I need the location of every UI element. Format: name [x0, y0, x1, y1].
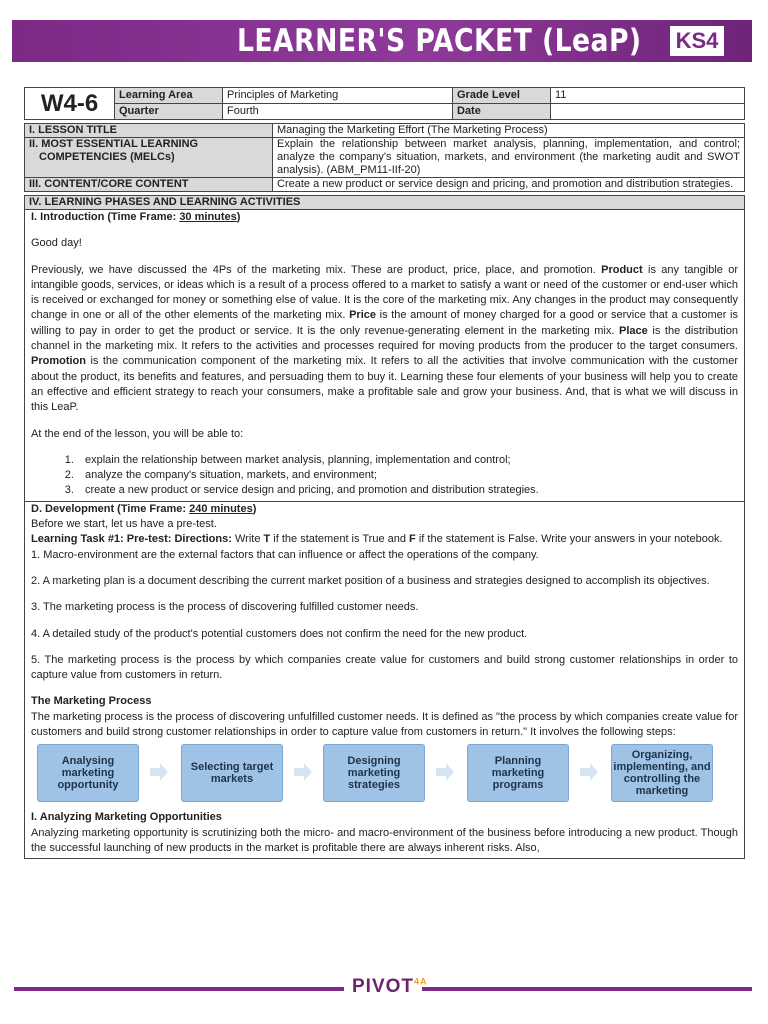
step-box: Organizing, implementing, and controlling the marketing: [611, 744, 713, 802]
pretest-item: 1. Macro-environment are the external factors that can influence or affect the operations of the company.: [31, 548, 539, 561]
info-table: [24, 87, 745, 120]
objective-item: 3. create a new product or service design and pricing, and promotion and distribution strategies.: [77, 483, 738, 498]
learning-sheet: [24, 87, 745, 859]
marketing-process-text: The marketing process is the process of discovering unfulfilled customer needs. It is defined as "the process by which companies create value for customers and build strong customer relationships in order to capture value from customers in return." It involves the following steps:: [31, 710, 738, 739]
pretest-item: 2. A marketing plan is a document describing the current market position of a business and strategies designed to accomplish its objectives.: [31, 574, 710, 587]
objectives-intro: At the end of the lesson, you will be able to:: [31, 427, 244, 440]
melc-label: II. MOST ESSENTIAL LEARNING COMPETENCIES (MELCs): [25, 138, 273, 178]
arrow-right-icon: [149, 762, 169, 782]
step-box: Planning marketing programs: [467, 744, 569, 802]
content-label: III. CONTENT/CORE CONTENT: [25, 178, 273, 192]
grade-level-label: Grade Level: [453, 88, 551, 104]
grade-level-value: 11: [551, 88, 745, 104]
date-value[interactable]: [551, 104, 745, 120]
header-banner: [12, 20, 752, 62]
pretest-item: 4. A detailed study of the product's potential customers does not confirm the need for the new product.: [31, 627, 528, 640]
intro-paragraph: Previously, we have discussed the 4Ps of the marketing mix. These are product, price, place, and promotion. Product is any tangible or intangible goods, services, or ideas which is a result of a process offered to a market to satisfy a want or need of the customer or end-user which is received or exchanged for money or something else of value. It is the core of the marketing mix. Any changes in the product may consequently change in one or all of the other elements of the marketing mix. Price is the amount of money charged for a good or service that a customer is willing to pay in order to get the product or service. It is the only revenue-generating element in the marketing mix. Place is the distribution channel in the marketing mix. It refers to the activities and processes required for moving products from the producer to the target consumers. Promotion is the communication component of the marketing mix. It refers to all the activities that involve communication with the customer about the product, its benefits and features, and persuading them to buy it. Learning these four elements of your business will help you to create an effective and efficient strategy to reach your consumers, make a profitable sale and grow your business. And, that is what we will discuss in this LeaP.: [31, 263, 739, 414]
lesson-title-label: I. LESSON TITLE: [25, 124, 273, 138]
packet-title: LEARNER'S PACKET (LeaP): [237, 23, 642, 59]
learning-area-label: Learning Area: [115, 88, 223, 104]
pretest-intro: Before we start, let us have a pre-test.: [31, 518, 217, 531]
ks-badge: KS4: [670, 26, 724, 56]
development-block: D. Development (Time Frame: 240 minutes) Before we start, let us have a pre-test. Learning Task #1: Pre-test: Directions: Write T if the statement is True and F if the statement is False. Write your answers in your notebook. 1. Macro-environment are the external factors that can influence or affect the operations of the company. 2. A marketing plan is a document describing the current market position of a business and strategies designed to accomplish its objectives. 3. The marketing process is the process of discovering fulfilled customer needs. 4. A detailed study of the product's potential customers does not confirm the need for the new product. 5. The marketing process is the process by which companies create value for customers and build strong customer relationships in order to capture value from customers in return. The Marketing Process The marketing process is the process of discovering unfulfilled customer needs. It is defined as "the process by which companies create value for customers and build strong customer relationships in order to capture value from customers in return." It involves the following steps: Analysing marketing opportunity Selecting target markets Designing marketing strategies Planning marketing programs Organizing, implementing, and controlling the marketing I. Analyzing Marketing Opportunities Analyzing marketing opportunity is scrutinizing both the micro- and macro-environment of the business before introducing a new product. Though the successful launching of new products in the market is profitable there are always inherent risks. Also,: [25, 502, 744, 858]
quarter-value: Fourth: [223, 104, 453, 120]
arrow-right-icon: [435, 762, 455, 782]
lesson-info-table: [24, 123, 745, 192]
quarter-label: Quarter: [115, 104, 223, 120]
step-box: Selecting target markets: [181, 744, 283, 802]
date-label: Date: [453, 104, 551, 120]
phases-heading: IV. LEARNING PHASES AND LEARNING ACTIVITIES: [25, 196, 744, 210]
step-box: Analysing marketing opportunity: [37, 744, 139, 802]
footer-rule-left: [14, 987, 344, 991]
pretest-item: 5. The marketing process is the process by which companies create value for customers and build strong customer relationships in order to capture value from customers in return.: [31, 653, 738, 682]
pivot-logo: $PIVOT^{4A}$: [352, 976, 428, 997]
footer-rule-right: [422, 987, 752, 991]
melc-value: Explain the relationship between market analysis, planning, implementation, and control; analyze the company's situation, markets, and environment (the marketing audit and SWOT analysis). (ABM_PM11-IIf-20): [273, 138, 745, 178]
arrow-right-icon: [579, 762, 599, 782]
week-code: W4-6: [25, 88, 115, 120]
content-value: Create a new product or service design and pricing, and promotion and distribution strategies.: [273, 178, 745, 192]
objective-item: 2. analyze the company's situation, markets, and environment;: [77, 468, 738, 483]
pretest-item: 3. The marketing process is the process of discovering fulfilled customer needs.: [31, 601, 419, 614]
objectives-list: [31, 453, 738, 499]
learning-phases: [24, 195, 745, 859]
objective-item: 1. explain the relationship between market analysis, planning, implementation and control;: [77, 453, 738, 468]
analyzing-opportunities-text: Analyzing marketing opportunity is scrutinizing both the micro- and macro-environment of the business before introducing a new product. Though the successful launching of new products in the market is profitable there are always inherent risks. Also,: [31, 826, 738, 854]
greeting: Good day!: [31, 237, 82, 250]
marketing-process-heading: The Marketing Process: [31, 695, 152, 708]
learning-area-value: Principles of Marketing: [223, 88, 453, 104]
arrow-right-icon: [293, 762, 313, 782]
marketing-process-flow: [31, 744, 738, 804]
analyzing-opportunities-heading: I. Analyzing Marketing Opportunities: [31, 811, 222, 824]
pretest-directions: Learning Task #1: Pre-test: Directions: Write T if the statement is True and F if the statement is False. Write your answers in your notebook.: [31, 533, 723, 546]
introduction-block: I. Introduction (Time Frame: 30 minutes) Good day! Previously, we have discussed the 4Ps of the marketing mix. These are product, price, place, and promotion. Product is any tangible or intangible goods, services, or ideas which is a result of a process offered to a market to satisfy a want or need of the customer or end-user which is received or exchanged for money or something else of value. It is the core of the marketing mix. Any changes in the product may consequently change in one or all of the other elements of the marketing mix. Price is the amount of money charged for a good or service that a customer is willing to pay in order to get the product or service. It is the only revenue-generating element in the marketing mix. Place is the distribution channel in the marketing mix. It refers to the activities and processes required for moving products from the producer to the target consumers. Promotion is the communication component of the marketing mix. It refers to all the activities that involve communication with the customer about the product, its benefits and features, and persuading them to buy it. Learning these four elements of your business will help you to create an effective and efficient strategy to reach your consumers, make a profitable sale and grow your business. And, that is what we will discuss in this LeaP. At the end of the lesson, you will be able to: 1. explain the relationship between market analysis, planning, implementation and control; 2. analyze the company's situation, markets, and environment; 3. create a new product or service design and pricing, and promotion and distribution strategies.: [25, 210, 744, 501]
lesson-title-value: Managing the Marketing Effort (The Marketing Process): [273, 124, 745, 138]
step-box: Designing marketing strategies: [323, 744, 425, 802]
